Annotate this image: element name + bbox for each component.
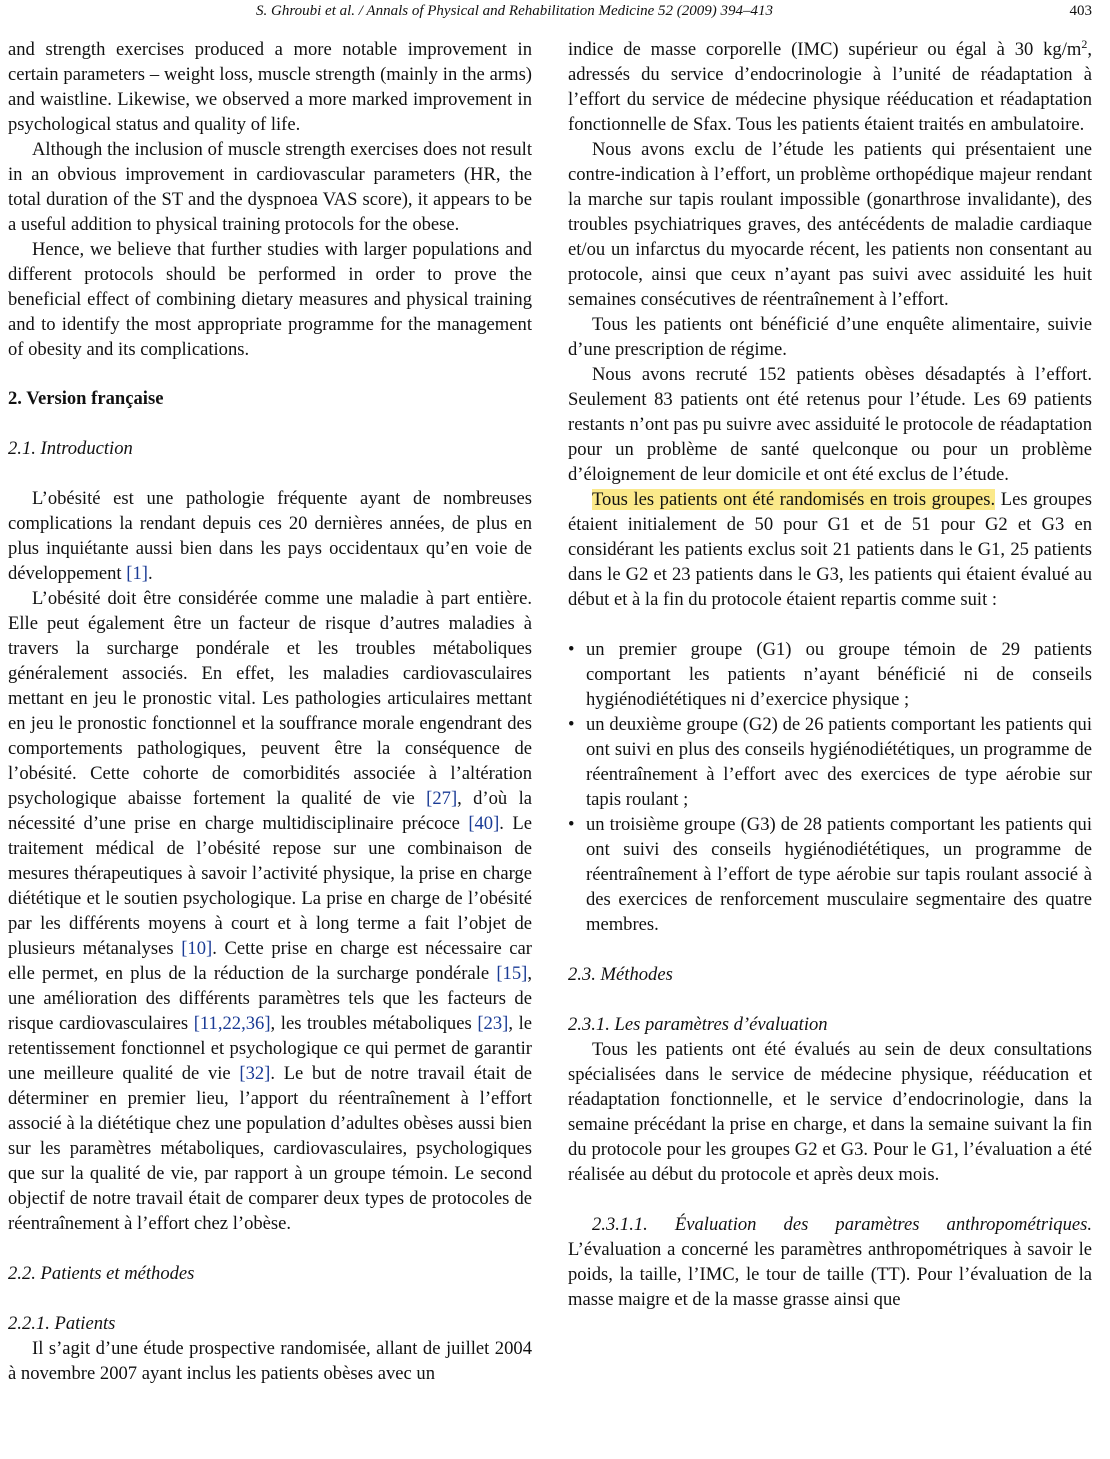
paragraph: Tous les patients ont bénéficié d’une enquête alimentaire, suivie d’une prescription de régime.	[568, 314, 1092, 360]
paragraph: Nous avons recruté 152 patients obèses désadaptés à l’effort. Seulement 83 patients ont été retenus pour l’étude. Les 69 patients restants n’ont pas pu suivre avec assiduité le protocole de réadaptation pour un problème de santé quelconque ou pour un problème d’éloignement de leur domicile et ont été exclus de l’étude.	[568, 364, 1092, 485]
citation-link[interactable]: [23]	[477, 1013, 509, 1034]
bullet-icon: •	[568, 639, 575, 660]
citation-link[interactable]: [32]	[239, 1063, 271, 1084]
spacer	[568, 1187, 1092, 1212]
subsubsection-heading: 2.2.1. Patients	[8, 1313, 116, 1334]
paragraph: Il s’agit d’une étude prospective randomisée, allant de juillet 2004 à novembre 2007 ayant inclus les patients obèses avec un	[8, 1338, 532, 1384]
running-header	[0, 0, 1110, 22]
paragraph: indice de masse corporelle (IMC) supérieur ou égal à 30 $kg/m^2$, adressés du service d’endocrinologie à l’unité de réadaptation à l’effort du service de médecine physique rééducation et réadaptation fonctionnelle de Sfax. Tous les patients étaient traités en ambulatoire.	[568, 36, 1092, 135]
citation-link[interactable]: [10]	[181, 938, 213, 959]
subsubsection-heading: 2.3.1. Les paramètres d’évaluation	[568, 1014, 828, 1035]
subsection-heading: 2.2. Patients et méthodes	[8, 1263, 195, 1284]
page-number: 403	[1069, 3, 1092, 19]
list-item: • un premier groupe (G1) ou groupe témoin de 29 patients comportant les patients n’ayant bénéficié ni de conseils hygiénodiététiques ni d’exercice physique ;	[568, 639, 1092, 710]
citation-link[interactable]: [1]	[126, 563, 148, 584]
spacer	[8, 461, 532, 486]
subsection-heading: 2.1. Introduction	[8, 438, 133, 459]
bullet-icon: •	[568, 714, 575, 735]
paragraph: L’obésité est une pathologie fréquente ayant de nombreuses complications la rendant depuis ces 20 dernières années, de plus en plus inquiétante aussi bien dans les pays occidentaux qu’en voie de développement [1].	[8, 488, 532, 584]
left-column	[8, 37, 532, 1386]
paragraph: L’obésité doit être considérée comme une maladie à part entière. Elle peut également être un facteur de risque d’autres maladies à travers la surcharge pondérale et les troubles métaboliques généralement associés. En effet, les maladies cardiovasculaires mettant en jeu le pronostic vital. Les pathologies articulaires mettant en jeu le pronostic fonctionnel et la souffrance morale engendrant des comportements pathologiques, peuvent être la conséquence de l’obésité. Cette cohorte de comorbidités associée à l’altération psychologique abaisse fortement la qualité de vie [27], d’où la nécessité d’une prise en charge multidisciplinaire précoce [40]. Le traitement médical de l’obésité repose sur une combinaison de mesures thérapeutiques à savoir l’activité physique, la prise en charge diététique et le soutien psychologique. La prise en charge de l’obésité par les différents moyens à court et à long terme a fait l’objet de plusieurs métanalyses [10]. Cette prise en charge est nécessaire car elle permet, en plus de la réduction de la surcharge pondérale [15], une amélioration des différents paramètres tels que les facteurs de risque cardiovasculaires [11,22,36], les troubles métaboliques [23], le retentissement fonctionnel et psychologique ce qui permet de garantir une meilleure qualité de vie [32]. Le but de notre travail était de déterminer en premier lieu, l’apport du réentraînement à l’effort associé à la diététique chez une population d’adultes obèses aussi bien sur les paramètres métaboliques, cardiovasculaires, psychologiques que sur la qualité de vie, par rapport à un groupe témoin. Le second objectif de notre travail était de comparer deux types de protocoles de réentraînement à l’effort chez l’obèse.	[8, 588, 532, 1234]
citation-link[interactable]: [27]	[426, 788, 458, 809]
paragraph: 2.3.1.1. Évaluation des paramètres anthropométriques. L’évaluation a concerné les paramètres anthropométriques à savoir le poids, la taille, l’IMC, le tour de taille (TT). Pour l’évaluation de la masse maigre et de la masse grasse ainsi que	[568, 1214, 1092, 1310]
paragraph: Hence, we believe that further studies with larger populations and different protocols should be performed in order to prove the beneficial effect of combining dietary measures and physical training and to identify the most appropriate programme for the management of obesity and its complications.	[8, 239, 532, 360]
paragraph: Although the inclusion of muscle strength exercises does not result in an obvious improvement in cardiovascular parameters (HR, the total duration of the ST and the dyspnoea VAS score), it appears to be a useful addition to physical training protocols for the obese.	[8, 139, 532, 235]
right-column	[568, 37, 1092, 1312]
paragraph: Nous avons exclu de l’étude les patients qui présentaient une contre-indication à l’effort, un problème orthopédique majeur rendant la marche sur tapis roulant impossible (gonarthrose invalidante), des troubles psychiatriques graves, des antécédents de maladie cardiaque et/ou un infarctus du myocarde récent, les patients non consentant au protocole, ainsi que ceux n’ayant pas suivi avec assiduité les huit semaines consécutives de réentraînement à l’effort.	[568, 139, 1092, 310]
paragraph: Tous les patients ont été randomisés en trois groupes. Les groupes étaient initialement de 50 pour G1 et de 51 pour G2 et G3 en considérant les patients exclus soit 21 patients dans le G1, 25 patients dans le G2 et 23 patients dans le G3, les patients qui étaient évalué au début et à la fin du protocole étaient repartis comme suit :	[568, 489, 1093, 610]
spacer	[568, 612, 1092, 637]
group-list	[568, 637, 1092, 937]
citation-link[interactable]: [40]	[468, 813, 500, 834]
journal-citation: S. Ghroubi et al. / Annals of Physical and Rehabilitation Medicine 52 (2009) 394–413	[256, 3, 774, 19]
inline-heading: 2.3.1.1. Évaluation des paramètres anthropométriques.	[592, 1214, 1092, 1235]
list-item: • un troisième groupe (G3) de 28 patients comportant les patients qui ont suivi des conseils hygiénodiététiques, un programme de réentraînement à l’effort de type aérobie sur tapis roulant associé à des exercices de renforcement musculaire segmentaire des quatre membres.	[568, 814, 1092, 935]
list-item: • un deuxième groupe (G2) de 26 patients comportant les patients qui ont suivi en plus des conseils hygiénodiététiques, un programme de réentraînement à l’effort avec des exercices de type aérobie sur tapis roulant ;	[568, 714, 1092, 810]
bullet-icon: •	[568, 814, 575, 835]
paragraph: and strength exercises produced a more notable improvement in certain parameters – weight loss, muscle strength (mainly in the arms) and waistline. Likewise, we observed a more marked improvement in psychological status and quality of life.	[8, 39, 532, 135]
citation-link[interactable]: [15]	[496, 963, 528, 984]
section-heading: 2. Version française	[8, 388, 164, 409]
highlighted-text[interactable]: Tous les patients ont été randomisés en trois groupes.	[592, 489, 996, 510]
subsection-heading: 2.3. Méthodes	[568, 964, 673, 985]
paragraph: Tous les patients ont été évalués au sein de deux consultations spécialisées dans le service de médecine physique, rééducation et réadaptation fonctionnelle, et le service d’endocrinologie, dans la semaine précédant la prise en charge, et dans la semaine suivant la fin du protocole pour les groupes G2 et G3. Pour le G1, l’évaluation a été réalisée au début du protocole et après deux mois.	[568, 1039, 1092, 1185]
citation-link[interactable]: [11,22,36]	[193, 1013, 271, 1034]
